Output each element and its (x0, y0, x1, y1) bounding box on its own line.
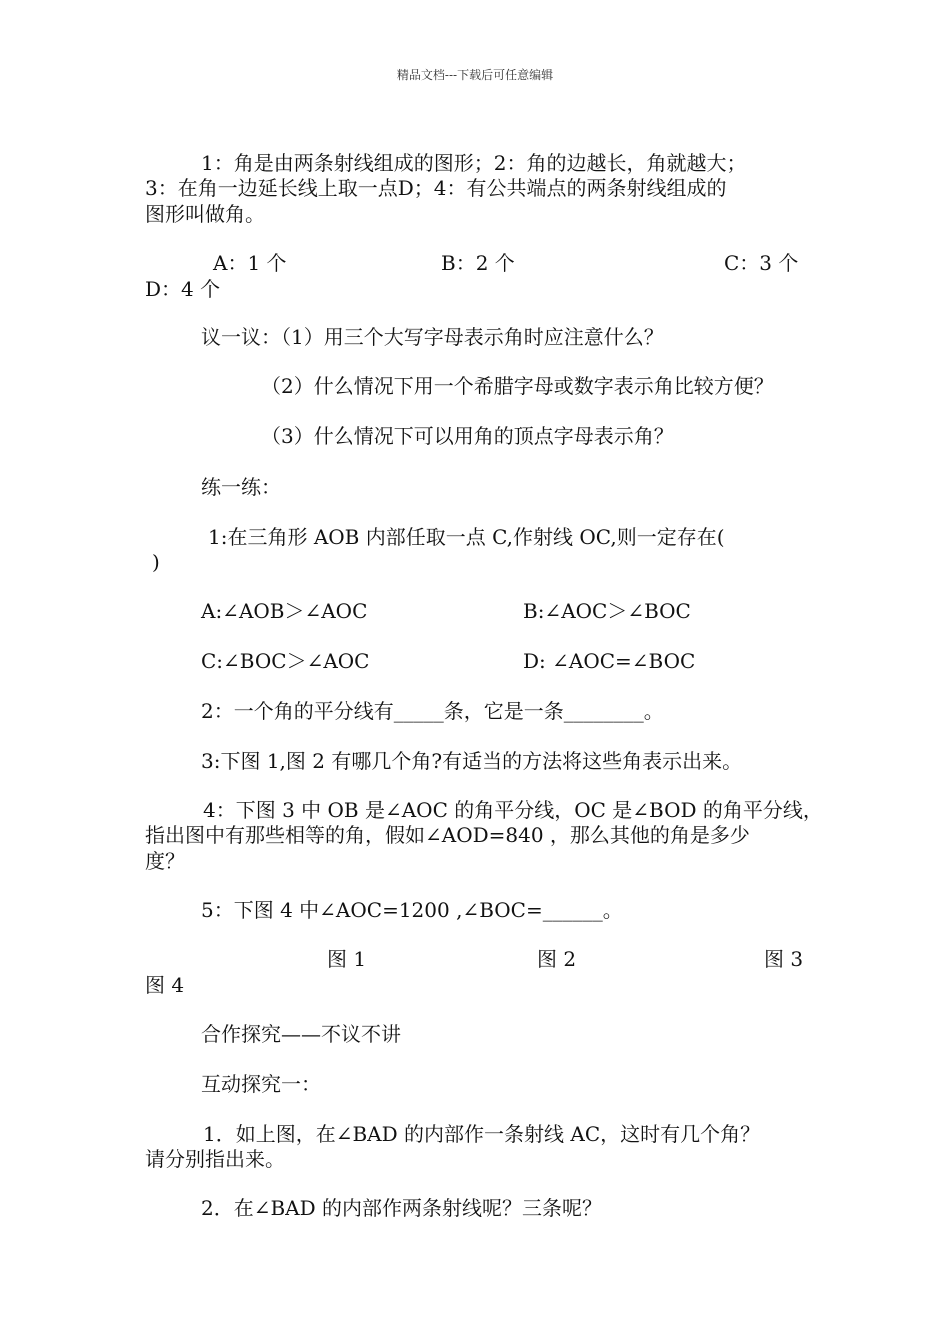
page-header: 精品文档---下载后可任意编辑 (396, 68, 554, 82)
practice-q2: 2：一个角的平分线有_____条，它是一条________。 (201, 699, 664, 723)
practice-q4-line2: 指出图中有那些相等的角，假如∠AOD=840 ，那么其他的角是多少 (145, 823, 750, 847)
coop-subtitle: 互动探究一： (201, 1072, 321, 1096)
coop-q1-line2: 请分别指出来。 (145, 1147, 285, 1171)
practice-q3: 3:下图 1,图 2 有哪几个角?有适当的方法将这些角表示出来。 (201, 749, 743, 773)
figure-label-4: 图 4 (145, 973, 185, 997)
option-b: B:∠AOC＞∠BOC (523, 599, 691, 623)
figure-label-3: 图 3 (764, 947, 804, 971)
choice-b: B：2 个 (441, 251, 515, 275)
option-a: A:∠AOB＞∠AOC (201, 599, 368, 623)
practice-q5: 5：下图 4 中∠AOC=1200 ,∠BOC=______。 (201, 898, 623, 922)
intro-line-2: 3：在角一边延长线上取一点D；4：有公共端点的两条射线组成的 (145, 176, 727, 200)
practice-q4-line1: 4：下图 3 中 OB 是∠AOC 的角平分线，OC 是∠BOD 的角平分线， (203, 798, 823, 822)
discuss-q3: （3）什么情况下可以用角的顶点字母表示角？ (261, 424, 674, 448)
practice-q1-line2: ) (152, 550, 160, 574)
coop-q1-line1: 1．如上图，在∠BAD 的内部作一条射线 AC，这时有几个角？ (203, 1122, 761, 1146)
option-c: C:∠BOC＞∠AOC (201, 649, 370, 673)
discuss-q2: （2）什么情况下用一个希腊字母或数字表示角比较方便？ (261, 374, 774, 398)
discuss-q1: 议一议：（1）用三个大写字母表示角时应注意什么？ (201, 325, 664, 349)
practice-q1-line1: 1:在三角形 AOB 内部任取一点 C,作射线 OC,则一定存在( (208, 525, 725, 549)
choice-a: A：1 个 (213, 251, 287, 275)
practice-q4-line3: 度？ (145, 849, 185, 873)
intro-line-1: 1：角是由两条射线组成的图形；2：角的边越长，角就越大； (201, 151, 747, 175)
choice-c: C：3 个 (724, 251, 799, 275)
coop-title: 合作探究——不议不讲 (201, 1022, 401, 1046)
figure-label-2: 图 2 (537, 947, 577, 971)
figure-label-1: 图 1 (327, 947, 367, 971)
practice-title: 练一练： (201, 475, 281, 499)
choice-d: D：4 个 (145, 277, 221, 301)
intro-line-3: 图形叫做角。 (145, 202, 265, 226)
coop-q2: 2．在∠BAD 的内部作两条射线呢？三条呢？ (201, 1196, 603, 1220)
option-d: D: ∠AOC=∠BOC (523, 649, 696, 673)
